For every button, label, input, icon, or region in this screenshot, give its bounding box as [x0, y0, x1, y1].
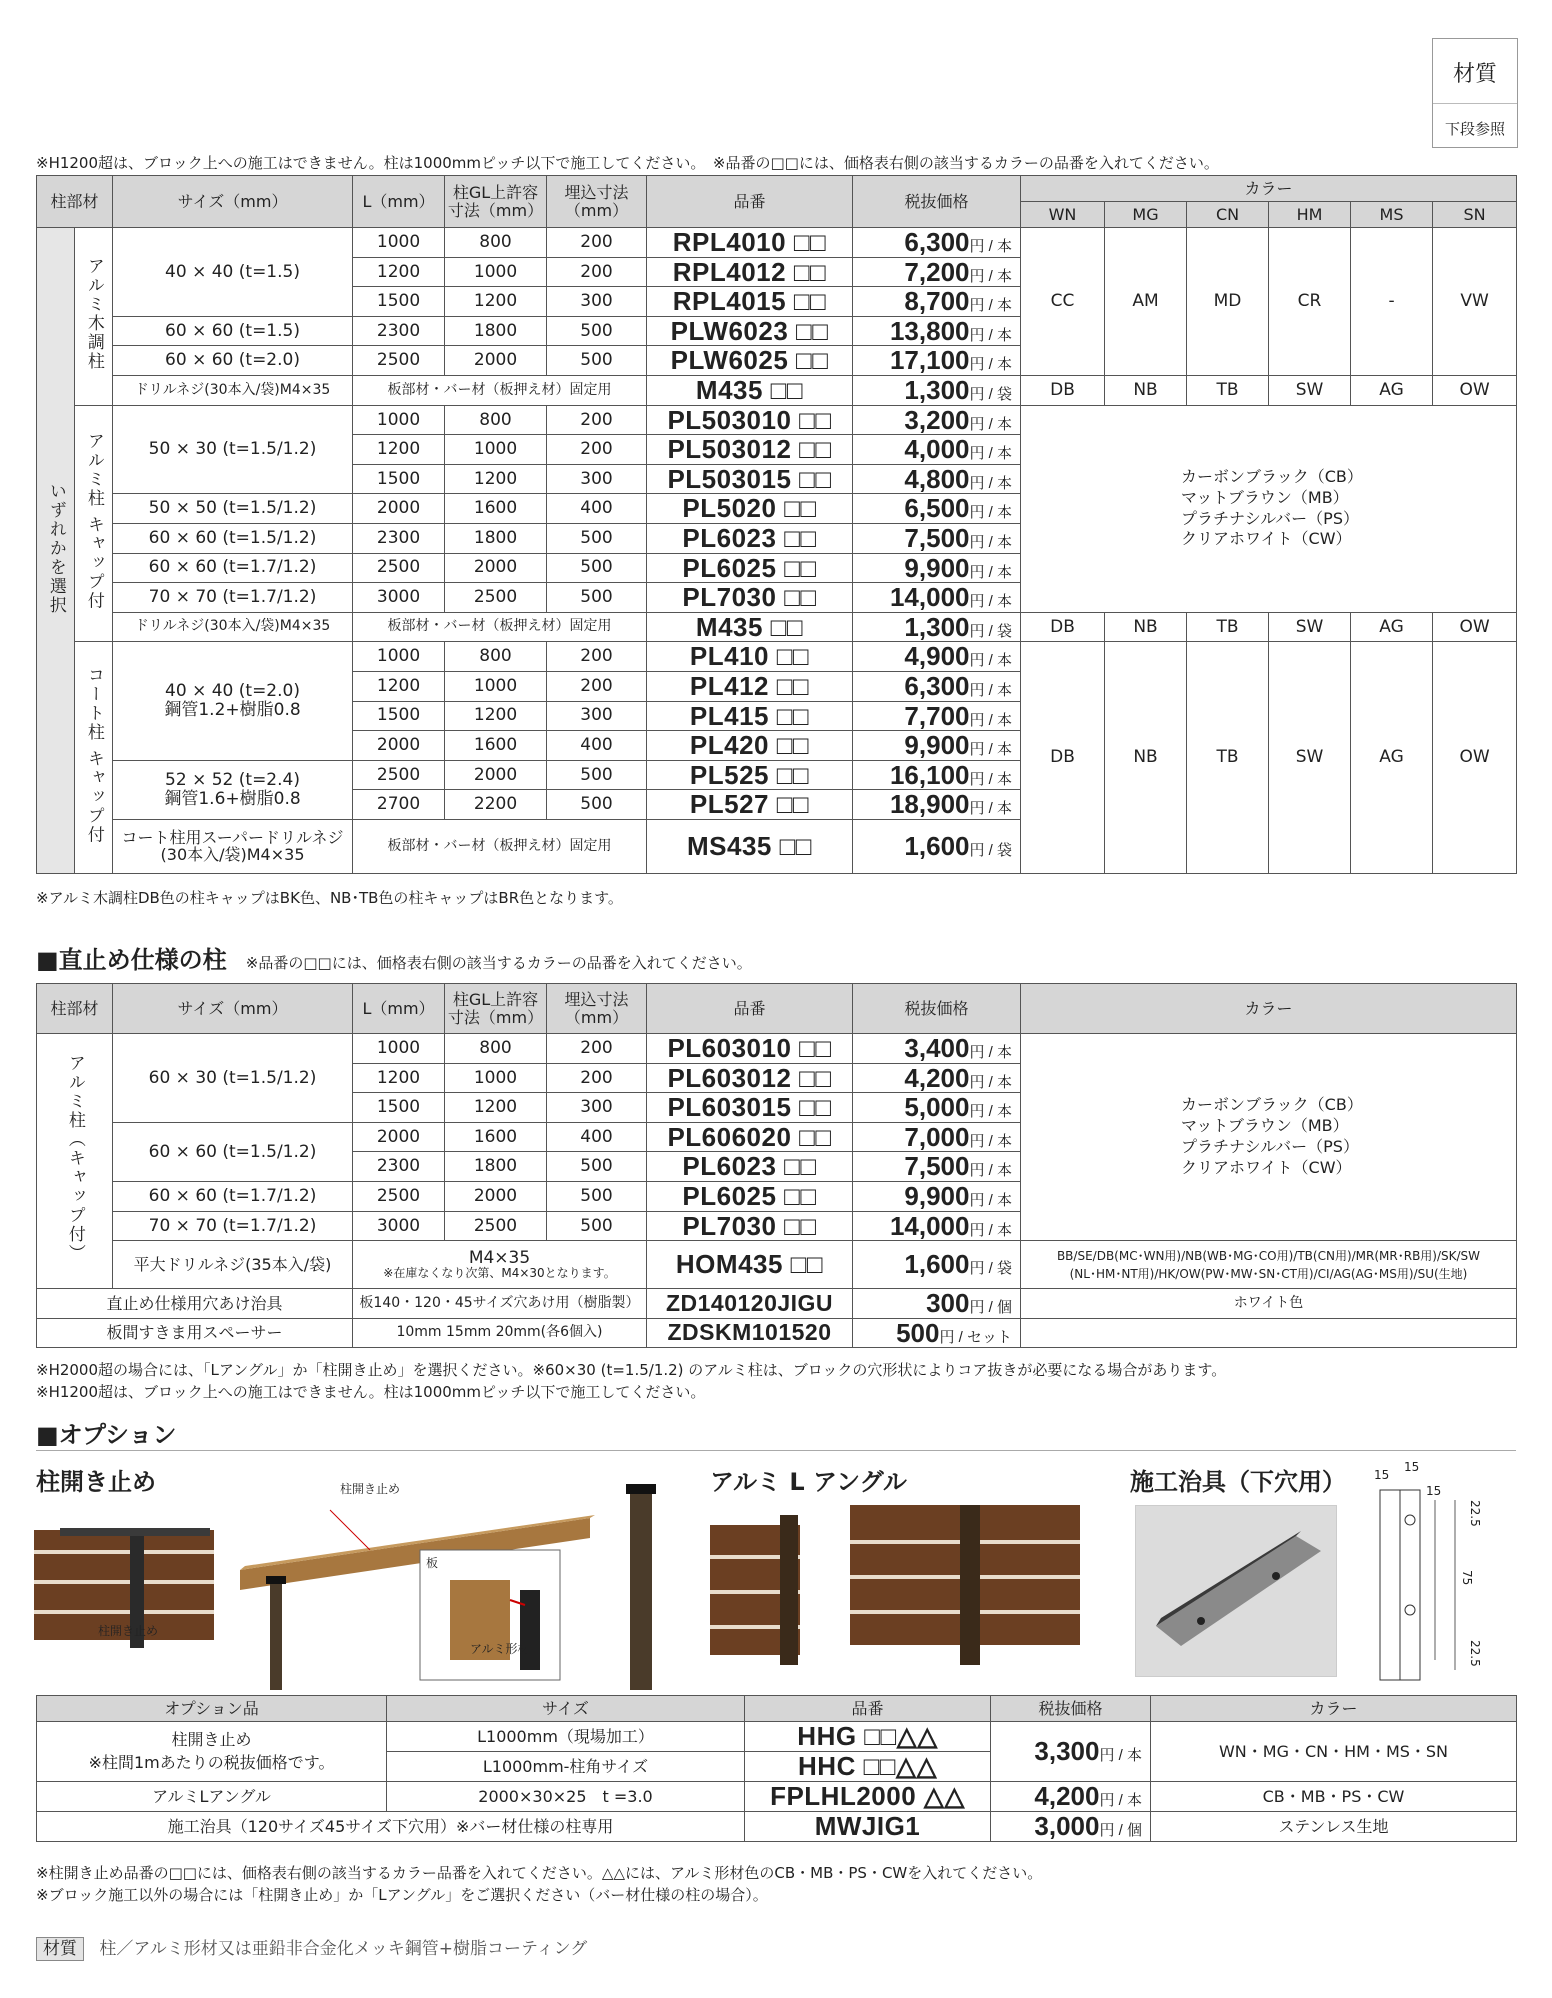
size-cell: 60 × 60 (t=1.7/1.2) [113, 553, 353, 583]
emb-cell: 500 [547, 790, 647, 820]
size-cell: コート柱用スーパードリルネジ(30本入/袋)M4×35 [113, 819, 353, 873]
table1-note: ※アルミ木調柱DB色の柱キャップはBK色、NB･TB色の柱キャップはBR色となります。 [36, 889, 623, 907]
size-cell: 60 × 60 (t=1.5/1.2) [113, 1122, 353, 1181]
emb-cell: 500 [547, 760, 647, 790]
emb-cell: 300 [547, 1093, 647, 1123]
l-cell: 1200 [353, 1063, 445, 1093]
code-cell: PL7030 □□ [647, 583, 853, 613]
code-cell: HOM435 □□ [647, 1241, 853, 1289]
jig-color: ホワイト色 [1021, 1289, 1517, 1319]
code-cell: FPLHL2000 △△ [745, 1782, 991, 1812]
dim-2: 15 [1404, 1460, 1420, 1474]
option-label-brace: 柱開き止め [36, 1468, 156, 1496]
code-cell: ZD140120JIGU [647, 1289, 853, 1319]
price-cell: 1,300円 / 袋 [853, 375, 1021, 405]
gl-cell: 1600 [445, 731, 547, 761]
top-note: ※H1200超は、ブロック上への施工はできません。柱は1000mmピッチ以下で施工してください。 ※品番の□□には、価格表右側の該当するカラーの品番を入れてください。 [36, 154, 1219, 172]
emb-cell: 400 [547, 731, 647, 761]
code-cell: MS435 □□ [647, 819, 853, 873]
color-cell: TB [1187, 642, 1269, 874]
color-cell: MD [1187, 228, 1269, 376]
l-cell: 1200 [353, 257, 445, 287]
h-price: 税抜価格 [853, 176, 1021, 228]
table3-note-b: ※ブロック施工以外の場合には「柱開き止め」か「Lアングル」をご選択ください（バー材仕様の柱の場合）。 [36, 1886, 768, 1904]
gl-cell: 2500 [445, 583, 547, 613]
code-cell: PL525 □□ [647, 760, 853, 790]
price-cell: 13,800円 / 本 [853, 316, 1021, 346]
h-color-cn: CN [1187, 202, 1269, 228]
callout-brace-2: 柱開き止め [340, 1482, 401, 1496]
code-cell: PLW6023 □□ [647, 316, 853, 346]
select-label: いずれかを選択 [37, 228, 75, 874]
price-cell: 4,200円 / 本 [991, 1782, 1151, 1812]
h-color-mg: MG [1105, 202, 1187, 228]
h-part: 柱部材 [37, 984, 113, 1034]
color-item: プラチナシルバー（PS） [1181, 508, 1359, 528]
h-price: 税抜価格 [853, 984, 1021, 1034]
price-cell: 1,600円 / 袋 [853, 1241, 1021, 1289]
emb-cell: 300 [547, 287, 647, 317]
price-cell: 300円 / 個 [853, 1289, 1021, 1319]
code-cell: PL606020 □□ [647, 1122, 853, 1152]
h-code: 品番 [745, 1696, 991, 1722]
code-cell: PL420 □□ [647, 731, 853, 761]
price-cell: 6,500円 / 本 [853, 494, 1021, 524]
fence-brace-image [30, 1470, 670, 1690]
gl-cell: 2500 [445, 1211, 547, 1241]
color-cell: NB [1105, 612, 1187, 642]
dim-1: 15 [1374, 1468, 1390, 1482]
color-cell: OW [1433, 612, 1517, 642]
option-table [36, 1695, 1517, 1842]
callout-brace-1: 柱開き止め [98, 1624, 159, 1638]
code-cell: PL603010 □□ [647, 1034, 853, 1064]
emb-cell: 500 [547, 316, 647, 346]
brace-name-cell: 柱開き止め ※柱間1mあたりの税抜価格です。 [37, 1722, 387, 1782]
l-cell: 2700 [353, 790, 445, 820]
spacer-color [1021, 1318, 1517, 1348]
color-cell: VW [1433, 228, 1517, 376]
l-cell: 3000 [353, 583, 445, 613]
price-cell: 9,900円 / 本 [853, 731, 1021, 761]
size-cell: 60 × 60 (t=1.5) [113, 316, 353, 346]
l-cell: 1000 [353, 405, 445, 435]
size-cell: 70 × 70 (t=1.7/1.2) [113, 1211, 353, 1241]
price-cell: 500円 / セット [853, 1318, 1021, 1348]
price-cell: 5,000円 / 本 [853, 1093, 1021, 1123]
dim-6: 22.5 [1468, 1640, 1482, 1667]
size-cell: 60 × 60 (t=1.7/1.2) [113, 1181, 353, 1211]
option-name-cell: 施工治具（120サイズ45サイズ下穴用）※バー材仕様の柱専用 [37, 1812, 745, 1842]
option-label-angle: アルミ L アングル [710, 1468, 907, 1496]
price-cell: 3,000円 / 個 [991, 1812, 1151, 1842]
gl-cell: 1600 [445, 1122, 547, 1152]
gl-cell: 1800 [445, 1152, 547, 1182]
color-list-cell [1021, 405, 1517, 612]
emb-cell: 200 [547, 435, 647, 465]
price-cell: 1,600円 / 袋 [853, 819, 1021, 873]
code-cell: HHG □□△△ [745, 1722, 991, 1752]
spacer-name: 板間すきま用スペーサー [37, 1318, 353, 1348]
price-cell: 3,200円 / 本 [853, 405, 1021, 435]
price-cell: 8,700円 / 本 [853, 287, 1021, 317]
size-cell: L1000mm（現場加工） [387, 1722, 745, 1752]
h-l: L（mm） [353, 984, 445, 1034]
size-cell: 50 × 50 (t=1.5/1.2) [113, 494, 353, 524]
code-cell: PL7030 □□ [647, 1211, 853, 1241]
price-cell: 9,900円 / 本 [853, 1181, 1021, 1211]
l-cell: 2300 [353, 523, 445, 553]
emb-cell: 500 [547, 346, 647, 376]
gl-cell: 2000 [445, 553, 547, 583]
code-cell: PL603015 □□ [647, 1093, 853, 1123]
price-cell: 4,200円 / 本 [853, 1063, 1021, 1093]
color-cell: AM [1105, 228, 1187, 376]
l-cell: 2000 [353, 1122, 445, 1152]
l-cell: 2500 [353, 553, 445, 583]
price-cell: 3,300円 / 本 [991, 1722, 1151, 1782]
screw-spec: M4×35 ※在庫なくなり次第、M4×30となります。 [353, 1241, 647, 1289]
group-alumi-cap: アルミ柱 キャップ付 [75, 405, 113, 642]
group-coat-cap: コート柱 キャップ付 [75, 642, 113, 874]
material-tag [1432, 38, 1518, 148]
l-cell: 3000 [353, 1211, 445, 1241]
gl-cell: 800 [445, 642, 547, 672]
l-cell: 2300 [353, 316, 445, 346]
h-color-ms: MS [1351, 202, 1433, 228]
emb-cell: 200 [547, 257, 647, 287]
code-cell: RPL4012 □□ [647, 257, 853, 287]
gl-cell: 2200 [445, 790, 547, 820]
h-part: 柱部材 [37, 176, 113, 228]
material-label: 材質 [36, 1937, 84, 1961]
price-cell: 14,000円 / 本 [853, 1211, 1021, 1241]
l-cell: 1200 [353, 671, 445, 701]
color-cell: NB [1105, 642, 1187, 874]
post-price-table [36, 175, 1517, 874]
jig-name: 直止め仕様用穴あけ治具 [37, 1289, 353, 1319]
l-angle-image [710, 1505, 1090, 1675]
l-cell: 1000 [353, 642, 445, 672]
h-color: カラー [1021, 176, 1517, 202]
gl-cell: 1000 [445, 257, 547, 287]
code-cell: PL527 □□ [647, 790, 853, 820]
color-cell: TB [1187, 375, 1269, 405]
price-cell: 14,000円 / 本 [853, 583, 1021, 613]
option-title: ■オプション [36, 1421, 177, 1449]
h-color-sn: SN [1433, 202, 1517, 228]
emb-cell: 200 [547, 1063, 647, 1093]
color-cell: SW [1269, 642, 1351, 874]
color-cell: CC [1021, 228, 1105, 376]
gl-cell: 1200 [445, 1093, 547, 1123]
l-cell: 1500 [353, 464, 445, 494]
l-cell: 1500 [353, 287, 445, 317]
color-cell: DB [1021, 642, 1105, 874]
code-cell: MWJIG1 [745, 1812, 991, 1842]
emb-cell: 300 [547, 464, 647, 494]
material-text: 柱／アルミ形材又は亜鉛非合金化メッキ鋼管+樹脂コーティング [99, 1939, 588, 1959]
jig-photo [1135, 1505, 1337, 1677]
dim-3: 15 [1426, 1484, 1442, 1498]
l-cell: 2300 [353, 1152, 445, 1182]
l-cell: 2000 [353, 731, 445, 761]
gl-cell: 1000 [445, 435, 547, 465]
size-cell: 60 × 60 (t=1.5/1.2) [113, 523, 353, 553]
l-cell: 1200 [353, 435, 445, 465]
h-color: カラー [1021, 984, 1517, 1034]
screw-name: 平大ドリルネジ(35本入/袋) [113, 1241, 353, 1289]
code-cell: PL6023 □□ [647, 523, 853, 553]
emb-cell: 500 [547, 1152, 647, 1182]
h-l: L（mm） [353, 176, 445, 228]
h-size: サイズ（mm） [113, 176, 353, 228]
gl-cell: 2000 [445, 1181, 547, 1211]
l-cell: 2500 [353, 760, 445, 790]
l-cell: 1500 [353, 701, 445, 731]
color-cell: OW [1433, 642, 1517, 874]
emb-cell: 200 [547, 1034, 647, 1064]
color-item: カーボンブラック（CB） [1181, 1095, 1363, 1115]
color-item: クリアホワイト（CW） [1181, 1157, 1352, 1177]
usage-cell: 板部材・バー材（板押え材）固定用 [353, 612, 647, 642]
usage-cell: 板部材・バー材（板押え材）固定用 [353, 819, 647, 873]
emb-cell: 500 [547, 583, 647, 613]
option-divider [36, 1450, 1516, 1451]
usage-cell: 板部材・バー材（板押え材）固定用 [353, 375, 647, 405]
price-cell: 16,100円 / 本 [853, 760, 1021, 790]
color-list-cell [1021, 1034, 1517, 1241]
emb-cell: 200 [547, 642, 647, 672]
emb-cell: 500 [547, 553, 647, 583]
emb-cell: 200 [547, 671, 647, 701]
price-cell: 1,300円 / 袋 [853, 612, 1021, 642]
code-cell: PL503015 □□ [647, 464, 853, 494]
color-item: マットブラウン（MB） [1181, 1116, 1349, 1136]
price-cell: 7,700円 / 本 [853, 701, 1021, 731]
code-cell: PL6025 □□ [647, 1181, 853, 1211]
gl-cell: 800 [445, 405, 547, 435]
jig-image [1136, 1506, 1336, 1676]
emb-cell: 500 [547, 1181, 647, 1211]
size-cell: 60 × 30 (t=1.5/1.2) [113, 1034, 353, 1123]
section2-note: ※品番の□□には、価格表右側の該当するカラーの品番を入れてください。 [245, 954, 752, 972]
gl-cell: 1200 [445, 701, 547, 731]
option-name-cell: アルミLアングル [37, 1782, 387, 1812]
price-cell: 4,800円 / 本 [853, 464, 1021, 494]
color-cell: TB [1187, 612, 1269, 642]
size-cell: 70 × 70 (t=1.7/1.2) [113, 583, 353, 613]
color-item: プラチナシルバー（PS） [1181, 1137, 1359, 1157]
jig-drawing [1360, 1460, 1510, 1685]
emb-cell: 400 [547, 1122, 647, 1152]
price-cell: 3,400円 / 本 [853, 1034, 1021, 1064]
direct-post-table [36, 983, 1517, 1348]
callout-board: 板 [426, 1556, 439, 1570]
material-tag-sub: 下段参照 [1444, 120, 1505, 138]
h-emb: 埋込寸法（mm） [547, 984, 647, 1034]
h-price: 税抜価格 [991, 1696, 1151, 1722]
price-cell: 6,300円 / 本 [853, 228, 1021, 258]
price-cell: 18,900円 / 本 [853, 790, 1021, 820]
gl-cell: 1200 [445, 464, 547, 494]
size-cell: 2000×30×25 t =3.0 [387, 1782, 745, 1812]
gl-cell: 1800 [445, 523, 547, 553]
group-alumi-cap: アルミ柱（キャップ付） [37, 1034, 113, 1289]
h-size: サイズ（mm） [113, 984, 353, 1034]
color-cell: AG [1351, 642, 1433, 874]
table3-note-a: ※柱開き止め品番の□□には、価格表右側の該当するカラー品番を入れてください。△△には、アルミ形材色のCB・MB・PS・CWを入れてください。 [36, 1864, 1043, 1882]
price-cell: 7,200円 / 本 [853, 257, 1021, 287]
size-cell: L1000mm-柱角サイズ [387, 1752, 745, 1782]
l-cell: 1000 [353, 1034, 445, 1064]
price-cell: 9,900円 / 本 [853, 553, 1021, 583]
emb-cell: 300 [547, 701, 647, 731]
color-item: マットブラウン（MB） [1181, 487, 1349, 507]
section2-header [36, 940, 752, 975]
material-tag-title: 材質 [1433, 39, 1517, 104]
h-emb: 埋込寸法（mm） [547, 176, 647, 228]
gl-cell: 1000 [445, 1063, 547, 1093]
price-cell: 7,500円 / 本 [853, 1152, 1021, 1182]
code-cell: RPL4010 □□ [647, 228, 853, 258]
l-cell: 2500 [353, 1181, 445, 1211]
gl-cell: 1800 [445, 316, 547, 346]
emb-cell: 200 [547, 228, 647, 258]
color-cell: SW [1269, 375, 1351, 405]
code-cell: RPL4015 □□ [647, 287, 853, 317]
code-cell: PL6023 □□ [647, 1152, 853, 1182]
code-cell: PL6025 □□ [647, 553, 853, 583]
h-code: 品番 [647, 176, 853, 228]
l-cell: 2500 [353, 346, 445, 376]
code-cell: PL415 □□ [647, 701, 853, 731]
color-cell: OW [1433, 375, 1517, 405]
color-cell: - [1351, 228, 1433, 376]
code-cell: PL410 □□ [647, 642, 853, 672]
color-item: クリアホワイト（CW） [1181, 529, 1352, 549]
callout-alumi: アルミ形材 [470, 1642, 530, 1656]
code-cell: M435 □□ [647, 612, 853, 642]
size-cell: 52 × 52 (t=2.4) 鋼管1.6+樹脂0.8 [113, 760, 353, 819]
table2-note-a: ※H2000超の場合には、「Lアングル」か「柱開き止め」を選択ください。※60×30 (t=1.5/1.2) のアルミ柱は、ブロックの穴形状によりコア抜きが必要になる場合があります。 [36, 1361, 1227, 1379]
l-cell: 2000 [353, 494, 445, 524]
color-cell: AG [1351, 612, 1433, 642]
h-code: 品番 [647, 984, 853, 1034]
code-cell: PL5020 □□ [647, 494, 853, 524]
color-cell: AG [1351, 375, 1433, 405]
gl-cell: 2000 [445, 760, 547, 790]
color-cell: NB [1105, 375, 1187, 405]
l-cell: 1000 [353, 228, 445, 258]
emb-cell: 200 [547, 405, 647, 435]
emb-cell: 400 [547, 494, 647, 524]
size-cell: 40 × 40 (t=2.0) 鋼管1.2+樹脂0.8 [113, 642, 353, 760]
size-cell: ドリルネジ(30本入/袋)M4×35 [113, 375, 353, 405]
h-color-wn: WN [1021, 202, 1105, 228]
spacer-spec: 10mm 15mm 20mm(各6個入) [353, 1318, 647, 1348]
jig-spec: 板140・120・45サイズ穴あけ用（樹脂製） [353, 1289, 647, 1319]
h-option: オプション品 [37, 1696, 387, 1722]
size-cell: 60 × 60 (t=2.0) [113, 346, 353, 376]
color-cell: CR [1269, 228, 1351, 376]
h-gl: 柱GL上許容寸法（mm） [445, 176, 547, 228]
section2-title: ■直止め仕様の柱 [36, 946, 227, 974]
code-cell: M435 □□ [647, 375, 853, 405]
material-footer [36, 1934, 587, 1959]
code-cell: HHC □□△△ [745, 1752, 991, 1782]
h-size: サイズ [387, 1696, 745, 1722]
gl-cell: 800 [445, 228, 547, 258]
color-cell: SW [1269, 612, 1351, 642]
price-cell: 7,500円 / 本 [853, 523, 1021, 553]
price-cell: 7,000円 / 本 [853, 1122, 1021, 1152]
code-cell: PLW6025 □□ [647, 346, 853, 376]
gl-cell: 800 [445, 1034, 547, 1064]
code-cell: PL603012 □□ [647, 1063, 853, 1093]
option-label-jig: 施工治具（下穴用） [1130, 1468, 1346, 1496]
emb-cell: 500 [547, 523, 647, 553]
size-cell: 40 × 40 (t=1.5) [113, 228, 353, 317]
gl-cell: 1200 [445, 287, 547, 317]
h-gl: 柱GL上許容寸法（mm） [445, 984, 547, 1034]
gl-cell: 1600 [445, 494, 547, 524]
code-cell: PL503012 □□ [647, 435, 853, 465]
table2-note-b: ※H1200超は、ブロック上への施工はできません。柱は1000mmピッチ以下で施工してください。 [36, 1383, 706, 1401]
price-cell: 17,100円 / 本 [853, 346, 1021, 376]
price-cell: 4,900円 / 本 [853, 642, 1021, 672]
code-cell: PL503010 □□ [647, 405, 853, 435]
gl-cell: 1000 [445, 671, 547, 701]
screw-colors: BB/SE/DB(MC･WN用)/NB(WB･MG･CO用)/TB(CN用)/MR(MR･RB用)/SK/SW (NL･HM･NT用)/HK/OW(PW･MW･SN･CT用)/CI/AG(AG･MS用)/SU(生地) [1021, 1241, 1517, 1289]
group-alumi-wood: アルミ木調柱 [75, 228, 113, 406]
code-cell: ZDSKM101520 [647, 1318, 853, 1348]
color-cell: ステンレス生地 [1151, 1812, 1517, 1842]
h-color: カラー [1151, 1696, 1517, 1722]
brace-illustration [30, 1470, 670, 1690]
color-cell: DB [1021, 375, 1105, 405]
price-cell: 6,300円 / 本 [853, 671, 1021, 701]
size-cell: 50 × 30 (t=1.5/1.2) [113, 405, 353, 494]
h-color-hm: HM [1269, 202, 1351, 228]
angle-illustration [710, 1505, 1090, 1675]
l-cell: 1500 [353, 1093, 445, 1123]
color-cell: DB [1021, 612, 1105, 642]
dim-4: 22.5 [1468, 1500, 1482, 1527]
color-cell: WN・MG・CN・HM・MS・SN [1151, 1722, 1517, 1782]
color-item: カーボンブラック（CB） [1181, 467, 1363, 487]
code-cell: PL412 □□ [647, 671, 853, 701]
color-cell: CB・MB・PS・CW [1151, 1782, 1517, 1812]
gl-cell: 2000 [445, 346, 547, 376]
price-cell: 4,000円 / 本 [853, 435, 1021, 465]
dim-5: 75 [1460, 1570, 1474, 1586]
emb-cell: 500 [547, 1211, 647, 1241]
size-cell: ドリルネジ(30本入/袋)M4×35 [113, 612, 353, 642]
